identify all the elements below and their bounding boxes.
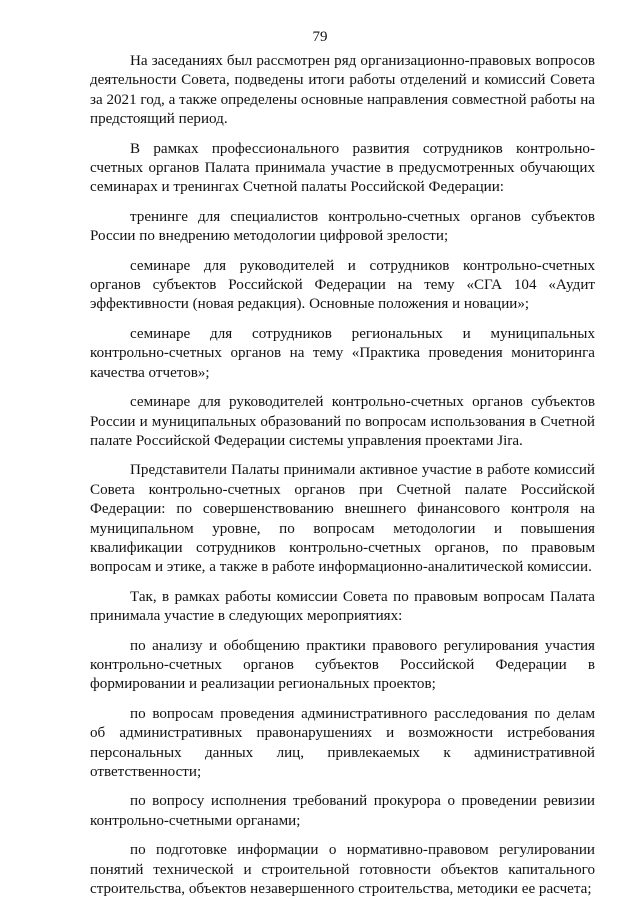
list-item-regional-projects: по анализу и обобщению практики правового регулирования участия контрольно-счетных органов субъектов Российской Федерации в формировании и реализации региональных проектов; (90, 637, 595, 693)
paragraph-commissions-participation: Представители Палаты принимали активное участие в работе комиссий Совета контрольно-счетных органов при Счетной палате Российской Федерации: по совершенствованию внешнего финансового контроля на муниципальном уровне, по вопросам методологии и повышения квалификации сотрудников контрольно-счетных органов, по правовым вопросам и этике, а также в работе информационно-аналитической комиссии. (90, 462, 595, 576)
list-item-construction-readiness: по подготовке информации о нормативно-правовом регулировании понятий технической и строительной готовности объектов капитального строительства, объектов незавершенного строительства, методики ее расчета; (90, 842, 595, 898)
list-item-administrative-investigation: по вопросам проведения административного расследования по делам об административных правонарушениях и возможности истребования персональных данных лиц, привлекаемых к административной ответственности; (90, 705, 595, 780)
paragraph-professional-development: В рамках профессионального развития сотрудников контрольно-счетных органов Палата принимала участие в предусмотренных обучающих семинарах и тренингах Счетной палаты Российской Федерации: (90, 140, 595, 196)
paragraph-council-meetings: На заседаниях был рассмотрен ряд организационно-правовых вопросов деятельности Совета, подведены итоги работы отделений и комиссий Совета за 2021 год, а также определены основные направления совместной работы на предстоящий период. (90, 53, 595, 128)
paragraph-legal-commission-intro: Так, в рамках работы комиссии Совета по правовым вопросам Палата принимала участие в следующих мероприятиях: (90, 588, 595, 625)
list-item-report-quality-seminar: семинаре для сотрудников региональных и муниципальных контрольно-счетных органов на тему «Практика проведения мониторинга качества отчетов»; (90, 325, 595, 381)
page-body (90, 52, 595, 909)
list-item-jira-seminar: семинаре для руководителей контрольно-счетных органов субъектов России и муниципальных образований по вопросам использования в Счетной палате Российской Федерации системы управления проектами Jira. (90, 394, 595, 449)
list-item-sga-104-seminar: семинаре для руководителей и сотрудников контрольно-счетных органов субъектов Российской Федерации на тему «СГА 104 «Аудит эффективности (новая редакция). Основные положения и новации»; (90, 257, 595, 313)
page-number: 79 (312, 29, 328, 45)
list-item-digital-maturity-training: тренинге для специалистов контрольно-счетных органов субъектов России по внедрению методологии цифровой зрелости; (90, 208, 595, 245)
list-item-prosecutor-requirements: по вопросу исполнения требований прокурора о проведении ревизии контрольно-счетными органами; (90, 793, 595, 829)
